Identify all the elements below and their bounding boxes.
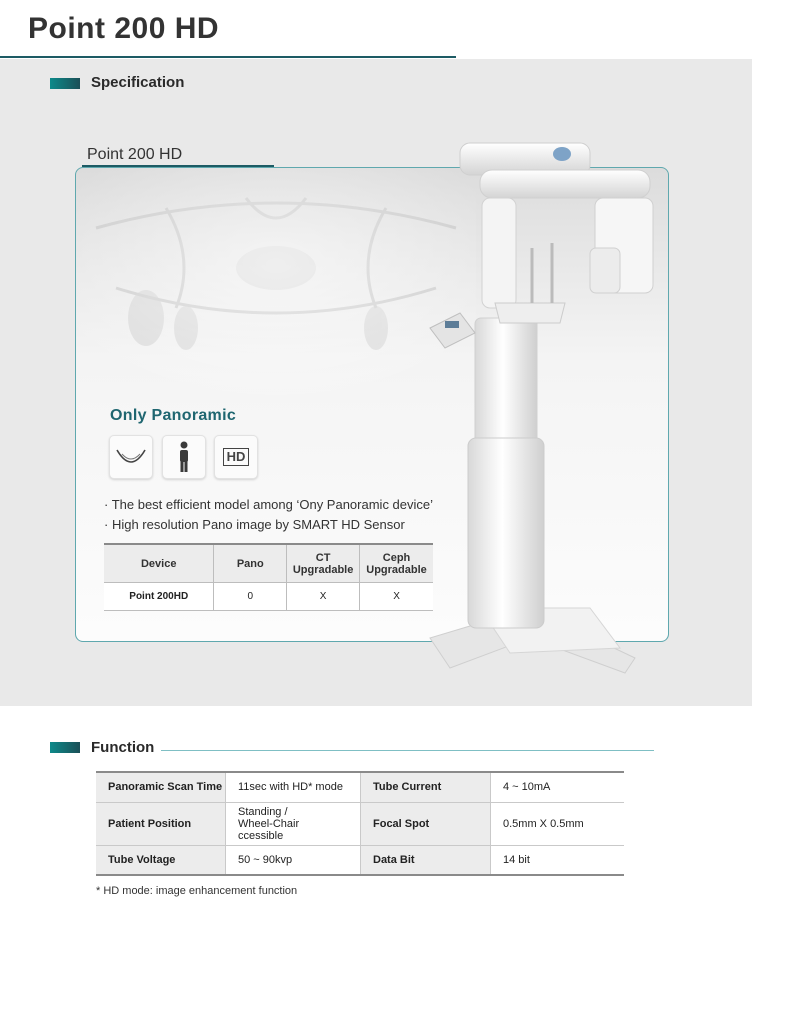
hd-badge-icon [214, 435, 258, 479]
value-scan-time: 11sec with HD* mode [226, 772, 361, 802]
header-ct: CT Upgradable [287, 544, 360, 583]
section-marker [50, 78, 80, 89]
value-tube-current: 4 ~ 10mA [491, 772, 625, 802]
function-rule [161, 750, 654, 751]
table-row [96, 772, 624, 802]
device-spec-table [104, 543, 433, 611]
bullet-1: · The best efficient model among ‘Ony Panoramic device’ [104, 497, 434, 512]
function-heading: Function [91, 739, 155, 756]
label-scan-time: Panoramic Scan Time [96, 772, 226, 802]
label-patient-position: Patient Position [96, 802, 226, 845]
cell-pano: 0 [214, 583, 287, 611]
standing-person-icon [162, 435, 206, 479]
function-table [96, 771, 624, 876]
cell-ceph: X [360, 583, 433, 611]
bullet-2: · High resolution Pano image by SMART HD Sensor [104, 517, 405, 532]
dental-xray-device-image [420, 138, 660, 698]
table-row [96, 802, 624, 845]
specification-heading: Specification [91, 74, 185, 91]
table-row [104, 583, 433, 611]
product-label: Point 200 HD [87, 146, 183, 163]
header-pano: Pano [214, 544, 287, 583]
page-title: Point 200 HD [28, 12, 220, 45]
table-header-row [104, 544, 433, 583]
value-focal-spot: 0.5mm X 0.5mm [491, 802, 625, 845]
title-rule [0, 56, 456, 58]
value-patient-position: Standing / Wheel-Chair ccessible [226, 802, 361, 845]
table-row [96, 845, 624, 875]
product-label-rule [82, 165, 274, 167]
label-focal-spot: Focal Spot [361, 802, 491, 845]
header-ceph: Ceph Upgradable [360, 544, 433, 583]
header-device: Device [104, 544, 214, 583]
value-tube-voltage: 50 ~ 90kvp [226, 845, 361, 875]
xray-background-image [76, 168, 476, 408]
label-tube-current: Tube Current [361, 772, 491, 802]
cell-ct: X [287, 583, 360, 611]
mode-title: Only Panoramic [110, 407, 237, 424]
label-tube-voltage: Tube Voltage [96, 845, 226, 875]
cell-device: Point 200HD [104, 583, 214, 611]
label-data-bit: Data Bit [361, 845, 491, 875]
hd-badge-text: HD [223, 448, 250, 466]
footnote: * HD mode: image enhancement function [96, 885, 298, 897]
jaw-arch-icon [109, 435, 153, 479]
section-marker [50, 742, 80, 753]
value-data-bit: 14 bit [491, 845, 625, 875]
